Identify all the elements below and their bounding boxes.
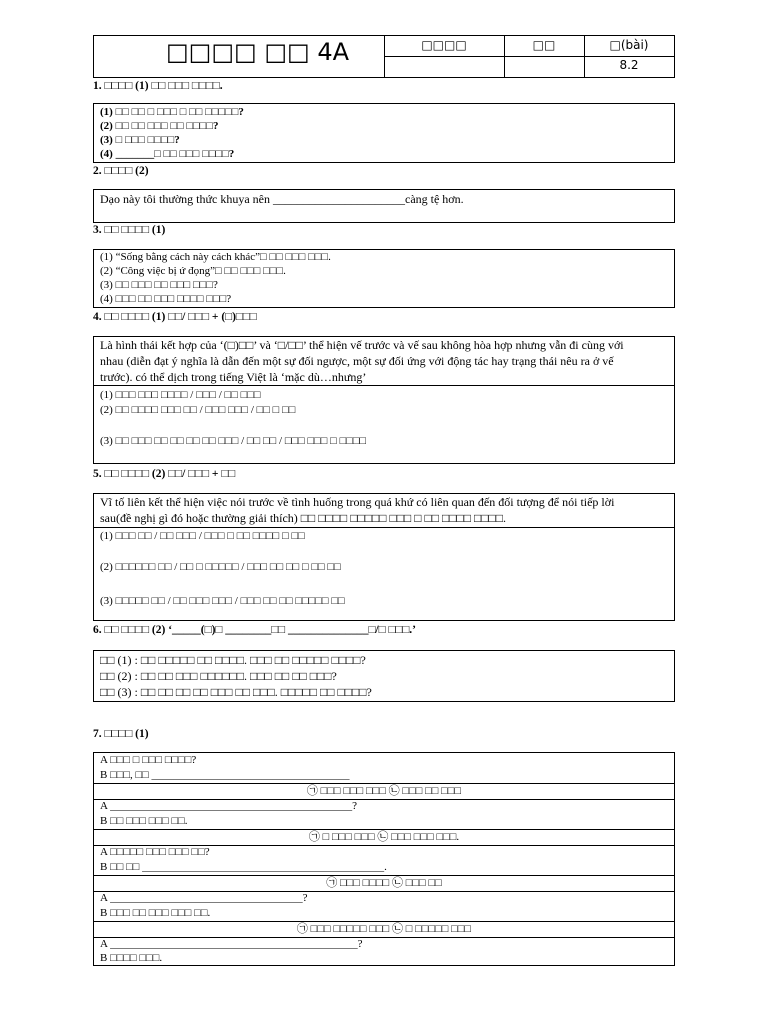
q7-block4-a: A ___________________________________? [100, 892, 308, 904]
q7-options-2: ㉠ □ □□□ □□□ ㉡ □□□ □□□ □□□. [308, 831, 460, 843]
q4-intro [100, 337, 624, 385]
q3-line-1: (1) “Sống bằng cách này cách khác”□ □□ □□□ □□□. [100, 251, 331, 263]
q2-sentence: Dạo này tôi thường thức khuya nên ______________________càng tệ hơn. [100, 192, 464, 206]
q6-line-1: □□ (1) : □□ □□□□□ □□ □□□□. □□□ □□ □□□□□ □□□□? [100, 653, 366, 667]
q1-line-2: (2) □□ □□ □□□ □□ □□□□? [100, 120, 219, 132]
q7-block2-b: B □□ □□□ □□□ □□. [100, 815, 188, 827]
q1-line-3: (3) □ □□□ □□□□? [100, 134, 180, 146]
q5-intro-line-1: Vĩ tố liên kết thể hiện việc nói trước về tình huống trong quá khứ có liên quan đến đối tượng để nói tiếp lời [100, 495, 615, 509]
q1-line-1: (1) □□ □□ □ □□□ □ □□ □□□□□? [100, 106, 244, 118]
q5-item-2: (2) □□□□□□ □□ / □□ □ □□□□□ / □□□ □□ □□ □ □□ □□ [100, 561, 341, 573]
q2-box [93, 189, 675, 223]
header-col3-value: 8.2 [619, 58, 639, 72]
worksheet-title: □□□□ □□ 4A [166, 38, 349, 66]
q5-intro [100, 494, 614, 526]
q4-box [93, 336, 675, 464]
q3-heading: 3. □□ □□□□ (1) [93, 224, 166, 236]
q4-intro-line-3: trước). có thể dịch trong tiếng Việt là ‘mặc dù…nhưng’ [100, 370, 367, 384]
q5-heading: 5. □□ □□□□ (2) □□/ □□□ + □□ [93, 468, 236, 480]
q7-heading: 7. □□□□ (1) [93, 728, 149, 740]
header-table [93, 35, 675, 78]
name-field[interactable] [384, 57, 504, 77]
q6-line-2: □□ (2) : □□ □□ □□□ □□□□□□. □□□ □□ □□ □□□? [100, 669, 337, 683]
q5-item-1: (1) □□□ □□ / □□ □□□ / □□□ □ □□ □□□□ □ □□ [100, 530, 305, 542]
q4-item-2: (2) □□ □□□□ □□□ □□ / □□□ □□□ / □□ □ □□ [100, 404, 296, 416]
q7-block3-a: A □□□□□ □□□ □□□ □□? [100, 846, 210, 858]
q4-intro-line-1: Là hình thái kết hợp của ‘(□)□□’ và ‘□/□□’ thể hiện vế trước và vế sau không hòa hợp nhưng vẫn đi cùng với [100, 338, 624, 352]
q7-block4-b: B □□□ □□ □□□ □□□ □□. [100, 907, 211, 919]
q5-box [93, 493, 675, 621]
q3-box [93, 249, 675, 308]
q7-block1-a: A □□□ □ □□□ □□□□? [100, 754, 197, 766]
header-col1-label: □□□□ [421, 38, 467, 52]
q6-box [93, 650, 675, 702]
q7-block5-b: B □□□□ □□□. [100, 952, 163, 964]
q7-options-3: ㉠ □□□ □□□□ ㉡ □□□ □□ [326, 877, 442, 889]
q6-heading: 6. □□ □□□□ (2) ‘_____(□)□ ________□□ ______________□/□ □□□.’ [93, 624, 416, 636]
q5-intro-line-2: sau(đề nghị gì đó hoặc thường giải thích) □□ □□□□ □□□□□ □□□ □ □□ □□□□ □□□□. [100, 511, 507, 525]
q2-heading: 2. □□□□ (2) [93, 165, 149, 177]
q7-block3-b: B □□ □□ ____________________________________________. [100, 861, 387, 873]
q4-item-1: (1) □□□ □□□ □□□□ / □□□ / □□ □□□ [100, 389, 261, 401]
header-col3-label: □(bài) [609, 38, 649, 52]
q6-line-3: □□ (3) : □□ □□ □□ □□ □□□ □□ □□□. □□□□□ □□ □□□□? [100, 685, 372, 699]
q3-line-3: (3) □□ □□□ □□ □□□ □□□? [100, 279, 218, 291]
q4-item-3: (3) □□ □□□ □□ □□ □□ □□ □□□ / □□ □□ / □□□ □□□ □ □□□□ [100, 435, 367, 447]
q4-intro-line-2: nhau (diễn đạt ý nghĩa là dẫn đến một sự đối ngược, một sự đối ứng với động tác hay trạng thái nêu ra ở vế [100, 354, 614, 368]
class-field[interactable] [504, 57, 584, 77]
q7-block5-a: A _____________________________________________? [100, 938, 363, 950]
q4-heading: 4. □□ □□□□ (1) □□/ □□□ + (□)□□□ [93, 311, 257, 323]
q7-block2-a: A ____________________________________________? [100, 800, 357, 812]
q3-line-2: (2) “Công việc bị ứ đọng”□ □□ □□□ □□□. [100, 265, 286, 277]
header-grid [384, 36, 674, 77]
q5-item-3: (3) □□□□□ □□ / □□ □□□ □□□ / □□□ □□ □□ □□□□□ □□ [100, 595, 345, 607]
q7-table [93, 752, 675, 966]
header-col2-label: □□ [532, 38, 556, 52]
q7-options-1: ㉠ □□□ □□□ □□□ ㉡ □□□ □□ □□□ [306, 785, 462, 797]
q1-box [93, 103, 675, 163]
header-title-cell [94, 36, 385, 77]
q7-options-4: ㉠ □□□ □□□□□ □□□ ㉡ □ □□□□□ □□□ [296, 923, 472, 935]
q3-line-4: (4) □□□ □□ □□□ □□□□ □□□? [100, 293, 232, 305]
q1-line-4: (4) _______□ □□ □□□ □□□□? [100, 148, 235, 160]
q1-heading: 1. □□□□ (1) □□ □□□ □□□□. [93, 80, 223, 92]
q7-block1-b: B □□□, □□ ____________________________________ [100, 769, 350, 781]
